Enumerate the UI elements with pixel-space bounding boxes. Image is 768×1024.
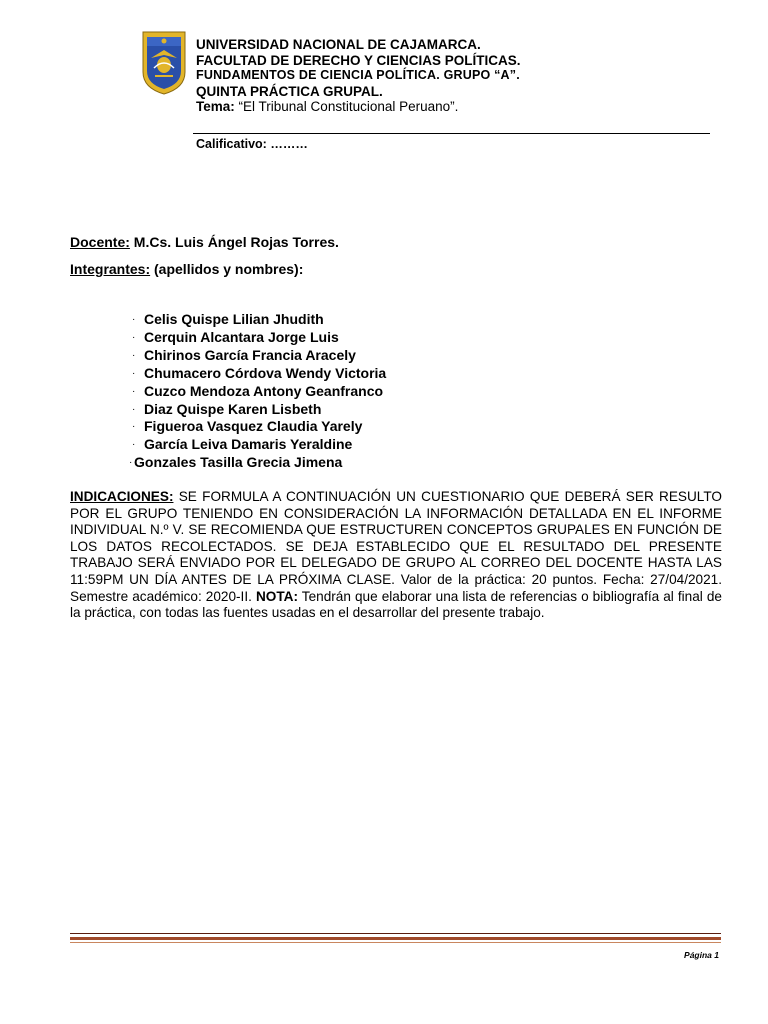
note-label: NOTA: <box>255 588 298 604</box>
bullet-icon: · <box>132 331 136 343</box>
note-text: Tendrán que elaborar una lista de referencias o bibliografía al final de la práctica, con todas las fuentes usadas en el desarrollar del presente trabajo. <box>70 588 722 621</box>
footer-rule-dark <box>70 933 721 934</box>
topic-line <box>196 99 716 115</box>
topic-label: Tema: <box>196 99 235 114</box>
bullet-icon: · <box>132 349 136 361</box>
bullet-icon: · <box>132 314 136 325</box>
university-seal-icon <box>141 28 187 96</box>
instructions-text: SE FORMULA A CONTINUACIÓN UN CUESTIONARIO QUE DEBERÁ SER RESULTO POR EL GRUPO TENIENDO EN CONSIDERACIÓN LA INFORMACIÓN DETALLADA EN EL INFORME INDIVIDUAL N.º V. SE RECOMIENDA QUE ESTRUCTUREN CONCEPTOS GRUPALES EN FUNCIÓN DE LOS DATOS RECOLECTADOS. SE DEJA ESTABLECIDO QUE EL RESULTADO DEL PRESENTE TRABAJO SERÁ ENVIADO POR EL DELEGADO DE GRUPO AL CORREO DEL DOCENTE HASTA LAS 11:59PM UN DÍA ANTES DE LA PRÓXIMA CLASE. Valor de la práctica: 20 puntos. Fecha: 27/04/2021. Semestre académico: 2020-II. <box>70 489 722 604</box>
list-item: · Celis Quispe Lilian Jhudith <box>132 311 324 327</box>
bullet-icon: · <box>132 439 136 451</box>
list-item: · Cuzco Mendoza Antony Geanfranco <box>132 382 384 399</box>
bullet-icon: · <box>132 421 136 433</box>
members-heading <box>70 261 303 277</box>
members-list <box>129 311 387 472</box>
list-item: · Figueroa Vasquez Claudia Yarely <box>132 418 363 435</box>
list-item: · Diaz Quispe Karen Lisbeth <box>132 400 322 417</box>
teacher-label: Docente: <box>70 234 130 250</box>
list-item: · Chumacero Córdova Wendy Victoria <box>132 364 387 381</box>
header-divider <box>193 133 710 134</box>
instructions-paragraph <box>70 489 722 622</box>
members-label: Integrantes: <box>70 261 151 277</box>
list-item: · García Leiva Damaris Yeraldine <box>132 436 353 453</box>
members-note: (apellidos y nombres): <box>150 261 304 277</box>
faculty-name: FACULTAD DE DERECHO Y CIENCIAS POLÍTICAS. <box>196 52 521 68</box>
teacher-line <box>70 234 339 250</box>
instructions-label: INDICACIONES: <box>70 489 174 504</box>
bullet-icon: · <box>132 385 136 397</box>
practice-title: QUINTA PRÁCTICA GRUPAL. <box>196 83 383 99</box>
topic-value: “El Tribunal Constitucional Peruano”. <box>238 99 459 114</box>
grade-line: Calificativo: ……… <box>196 137 308 151</box>
bullet-icon: · <box>132 367 136 379</box>
footer-rule-mid <box>70 937 721 940</box>
university-name: UNIVERSIDAD NACIONAL DE CAJAMARCA. <box>196 37 481 52</box>
course-name: FUNDAMENTOS DE CIENCIA POLÍTICA. GRUPO “A”. <box>196 68 520 82</box>
footer-rule-light <box>70 942 721 943</box>
teacher-name: M.Cs. Luis Ángel Rojas Torres. <box>129 234 339 250</box>
list-item: · Gonzales Tasilla Grecia Jimena <box>129 454 343 471</box>
bullet-icon: · <box>132 403 136 415</box>
page-number: Página 1 <box>684 950 719 960</box>
bullet-icon: · <box>129 457 133 469</box>
list-item: · Chirinos García Francia Aracely <box>132 346 356 363</box>
list-item: · Cerquin Alcantara Jorge Luis <box>132 328 339 345</box>
document-header <box>196 37 716 115</box>
